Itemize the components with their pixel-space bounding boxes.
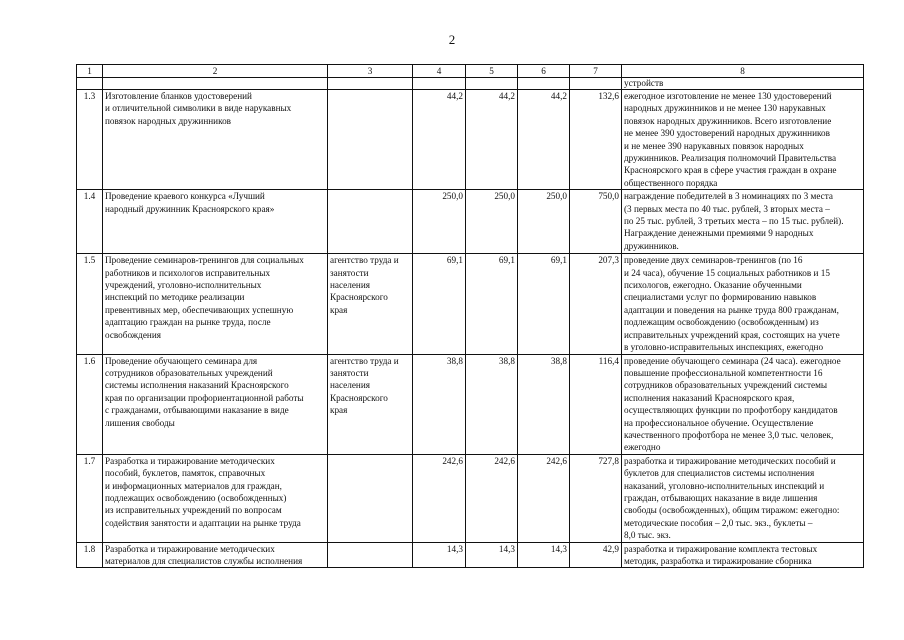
- row-number: 1.6: [77, 354, 103, 454]
- table-cell: [518, 78, 570, 90]
- amount-col5: 44,2: [466, 90, 518, 190]
- amount-col5: 250,0: [466, 190, 518, 254]
- header-cell: 7: [570, 65, 622, 78]
- activity-name: Разработка и тиражирование методических пособий, буклетов, памяток, справочных и информационных материалов для граждан, подлежащих освобождению (освобожденных) из исправительных учреждений по вопросам содействия занятости и адаптации на рынке труда: [103, 454, 328, 542]
- executor-cell: агентство труда и занятости населения Красноярского края: [328, 354, 413, 454]
- table-cell: [103, 78, 328, 90]
- executor-cell: [328, 90, 413, 190]
- amount-total: 132,6: [570, 90, 622, 190]
- result-cell: устройств: [622, 78, 864, 90]
- table-cell: [77, 78, 103, 90]
- amount-col5: 69,1: [466, 254, 518, 354]
- amount-total: 42,9: [570, 542, 622, 568]
- table-cell: [328, 78, 413, 90]
- table-cell: [466, 78, 518, 90]
- activity-name: Проведение семинаров-тренингов для социальных работников и психологов исправительных учреждений, уголовно-исполнительных инспекций по методике реализации превентивных мер, обеспечивающих успешную адаптацию граждан на рынке труда, после освобождения: [103, 254, 328, 354]
- amount-col5: 38,8: [466, 354, 518, 454]
- header-cell: 3: [328, 65, 413, 78]
- header-row: [77, 65, 864, 78]
- executor-cell: [328, 454, 413, 542]
- amount-total: 207,3: [570, 254, 622, 354]
- result-cell: проведение обучающего семинара (24 часа). ежегодное повышение профессиональной компетентности 16 сотрудников образовательных учреждений системы исполнения наказаний Красноярского края, осуществляющих функции по профотбору кандидатов на профессиональное обучение. Осуществление качественного профотбора не менее 3,0 тыс. человек, ежегодно: [622, 354, 864, 454]
- amount-col6: 14,3: [518, 542, 570, 568]
- header-cell: 1: [77, 65, 103, 78]
- continuation-row: [77, 78, 864, 90]
- table-row: [77, 190, 864, 254]
- page-number: 2: [448, 32, 456, 47]
- amount-col6: 242,6: [518, 454, 570, 542]
- row-number: 1.3: [77, 90, 103, 190]
- table-row: [77, 254, 864, 354]
- amount-total: 116,4: [570, 354, 622, 454]
- executor-cell: [328, 190, 413, 254]
- header-cell: 6: [518, 65, 570, 78]
- amount-col4: 242,6: [413, 454, 466, 542]
- result-cell: разработка и тиражирование методических пособий и буклетов для специалистов системы исполнения наказаний, уголовно-исполнительных инспекций и граждан, отбывающих наказание в виде лишения свободы (освобожденных), общим тиражом: ежегодно: методические пособия – 2,0 тыс. экз., буклеты – 8,0 тыс. экз.: [622, 454, 864, 542]
- table-row: [77, 354, 864, 454]
- header-cell: 2: [103, 65, 328, 78]
- amount-col4: 44,2: [413, 90, 466, 190]
- table-row: [77, 454, 864, 542]
- header-cell: 4: [413, 65, 466, 78]
- amount-col6: 44,2: [518, 90, 570, 190]
- amount-col5: 14,3: [466, 542, 518, 568]
- result-cell: разработка и тиражирование комплекта тестовых методик, разработка и тиражирование сборника: [622, 542, 864, 568]
- table-cell: [570, 78, 622, 90]
- header-cell: 5: [466, 65, 518, 78]
- row-number: 1.7: [77, 454, 103, 542]
- amount-col5: 242,6: [466, 454, 518, 542]
- amount-col4: 69,1: [413, 254, 466, 354]
- table-row: [77, 542, 864, 568]
- row-number: 1.5: [77, 254, 103, 354]
- result-cell: проведение двух семинаров-тренингов (по 16 и 24 часа), обучение 15 социальных работников и 15 психологов, ежегодно. Оказание обученными специалистами услуг по формированию навыков адаптации и поведения на рынке труда 800 гражданам, подлежащим освобождению (освобожденным) из исправительных учреждений края, состоящих на учете в уголовно-исправительных инспекциях, ежегодно: [622, 254, 864, 354]
- program-table: [76, 64, 864, 568]
- activity-name: Разработка и тиражирование методических материалов для специалистов службы исполнения: [103, 542, 328, 568]
- amount-col4: 38,8: [413, 354, 466, 454]
- activity-name: Проведение краевого конкурса «Лучший народный дружинник Красноярского края»: [103, 190, 328, 254]
- table-row: [77, 90, 864, 190]
- row-number: 1.4: [77, 190, 103, 254]
- table-cell: [413, 78, 466, 90]
- amount-col4: 14,3: [413, 542, 466, 568]
- result-cell: ежегодное изготовление не менее 130 удостоверений народных дружинников и не менее 130 нарукавных повязок народных дружинников. Всего изготовление не менее 390 удостоверений народных дружинников и не менее 390 нарукавных повязок народных дружинников. Реализация полномочий Правительства Красноярского края в сфере участия граждан в охране общественного порядка: [622, 90, 864, 190]
- executor-cell: агентство труда и занятости населения Красноярского края: [328, 254, 413, 354]
- activity-name: Изготовление бланков удостоверений и отличительной символики в виде нарукавных повязок народных дружинников: [103, 90, 328, 190]
- executor-cell: [328, 542, 413, 568]
- amount-total: 750,0: [570, 190, 622, 254]
- amount-col6: 250,0: [518, 190, 570, 254]
- amount-total: 727,8: [570, 454, 622, 542]
- result-cell: награждение победителей в 3 номинациях по 3 места (3 первых места по 40 тыс. рублей, 3 вторых места – по 25 тыс. рублей, 3 третьих места – по 15 тыс. рублей). Награждение денежными премиями 9 народных дружинников.: [622, 190, 864, 254]
- amount-col6: 69,1: [518, 254, 570, 354]
- amount-col6: 38,8: [518, 354, 570, 454]
- activity-name: Проведение обучающего семинара для сотрудников образовательных учреждений системы исполнения наказаний Красноярского края по организации профориентационной работы с гражданами, отбывающими наказание в виде лишения свободы: [103, 354, 328, 454]
- header-cell: 8: [622, 65, 864, 78]
- amount-col4: 250,0: [413, 190, 466, 254]
- row-number: 1.8: [77, 542, 103, 568]
